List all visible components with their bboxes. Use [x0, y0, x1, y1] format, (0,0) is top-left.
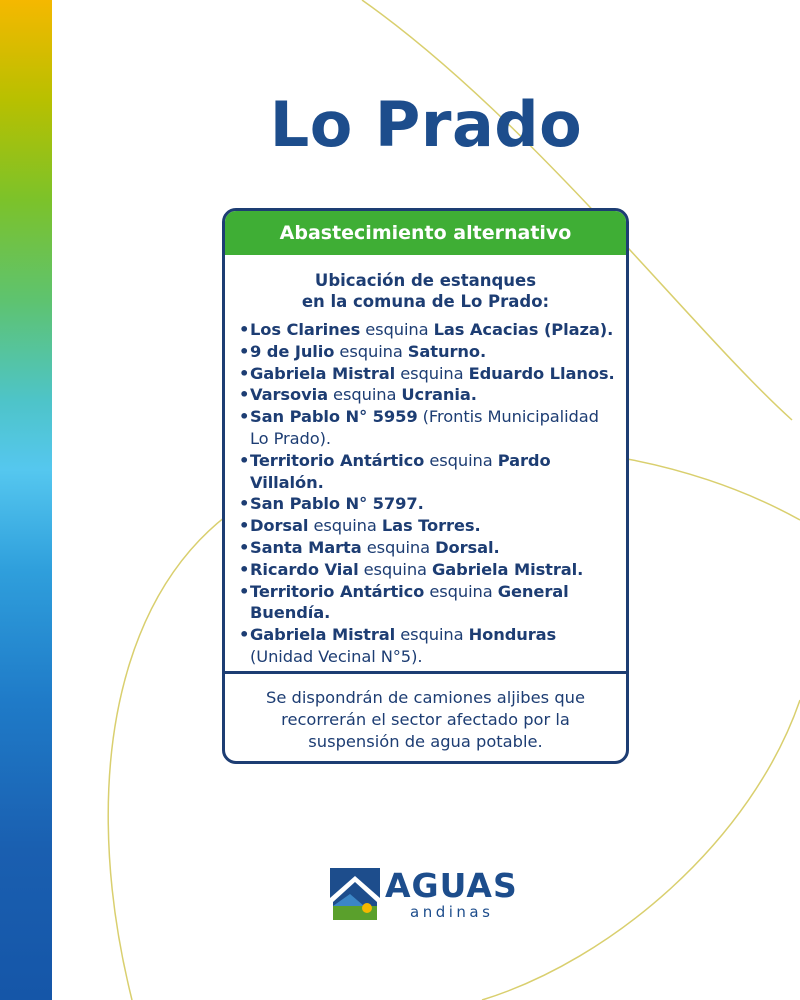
location-item: [239, 341, 620, 363]
connector-text: esquina: [360, 320, 434, 339]
location-item: [239, 450, 620, 494]
subtitle-line-1: Ubicación de estanques: [314, 271, 537, 290]
street-name: Territorio Antártico: [250, 450, 425, 470]
street-name: Las Acacias (Plaza).: [433, 320, 614, 339]
location-item: [239, 319, 620, 341]
page-title: Lo Prado: [269, 88, 583, 161]
street-name: Varsovia: [250, 385, 328, 405]
street-name: Gabriela Mistral: [250, 363, 396, 383]
connector-text: esquina: [424, 450, 498, 470]
card-header: Abastecimiento alternativo: [225, 211, 626, 255]
street-name: San Pablo N° 5959: [250, 407, 418, 427]
location-item: [239, 537, 620, 559]
connector-text: esquina: [308, 516, 382, 536]
location-item: [239, 384, 620, 406]
footer-note: Se dispondrán de camiones aljibes que recorrerán el sector afectado por la suspensión de agua potable.: [265, 688, 585, 751]
card-subtitle: [225, 270, 626, 312]
street-name: Honduras: [468, 625, 557, 645]
location-item: [239, 493, 620, 515]
logo-word: AGUAS: [385, 866, 518, 905]
aguas-andinas-logo-icon: [330, 868, 380, 920]
card-divider: [225, 671, 626, 674]
location-item: [239, 515, 620, 537]
info-card: [222, 208, 629, 764]
street-name: Dorsal.: [435, 537, 500, 557]
street-name: Ucrania.: [401, 385, 477, 405]
street-name: Gabriela Mistral: [250, 625, 396, 645]
street-name: Eduardo Llanos.: [468, 363, 615, 383]
street-name: Las Torres.: [381, 516, 481, 536]
location-list: [225, 319, 626, 668]
connector-text: esquina: [395, 363, 469, 383]
street-name: Ricardo Vial: [250, 559, 359, 579]
connector-text: esquina: [361, 537, 436, 557]
location-item: [239, 363, 620, 385]
connector-text: esquina: [424, 581, 498, 601]
connector-text: esquina: [358, 559, 432, 579]
connector-text: (Unidad Vecinal N°5).: [250, 646, 423, 666]
location-item: [239, 624, 620, 668]
logo-subword: andinas: [410, 903, 494, 921]
aguas-andinas-logo: [330, 868, 530, 924]
subtitle-line-2: en la comuna de Lo Prado:: [301, 292, 550, 311]
connector-text: esquina: [334, 341, 408, 361]
street-name: San Pablo N° 5797.: [250, 494, 424, 514]
street-name: Dorsal: [250, 516, 309, 536]
street-name: 9 de Julio: [250, 341, 335, 361]
street-name: Territorio Antártico: [250, 581, 425, 601]
street-name: Los Clarines: [250, 320, 361, 339]
connector-text: esquina: [327, 385, 402, 405]
gradient-side-bar: [0, 0, 52, 1000]
street-name: General Buendía.: [250, 581, 569, 623]
street-name: Saturno.: [407, 341, 487, 361]
connector-text: (Frontis Municipalidad Lo Prado).: [250, 407, 599, 448]
street-name: Gabriela Mistral.: [432, 559, 584, 579]
location-item: [239, 559, 620, 581]
connector-text: esquina: [395, 625, 469, 645]
street-name: Pardo Villalón.: [250, 450, 551, 492]
location-item: [239, 406, 620, 450]
location-item: [239, 581, 620, 625]
street-name: Santa Marta: [250, 537, 362, 557]
